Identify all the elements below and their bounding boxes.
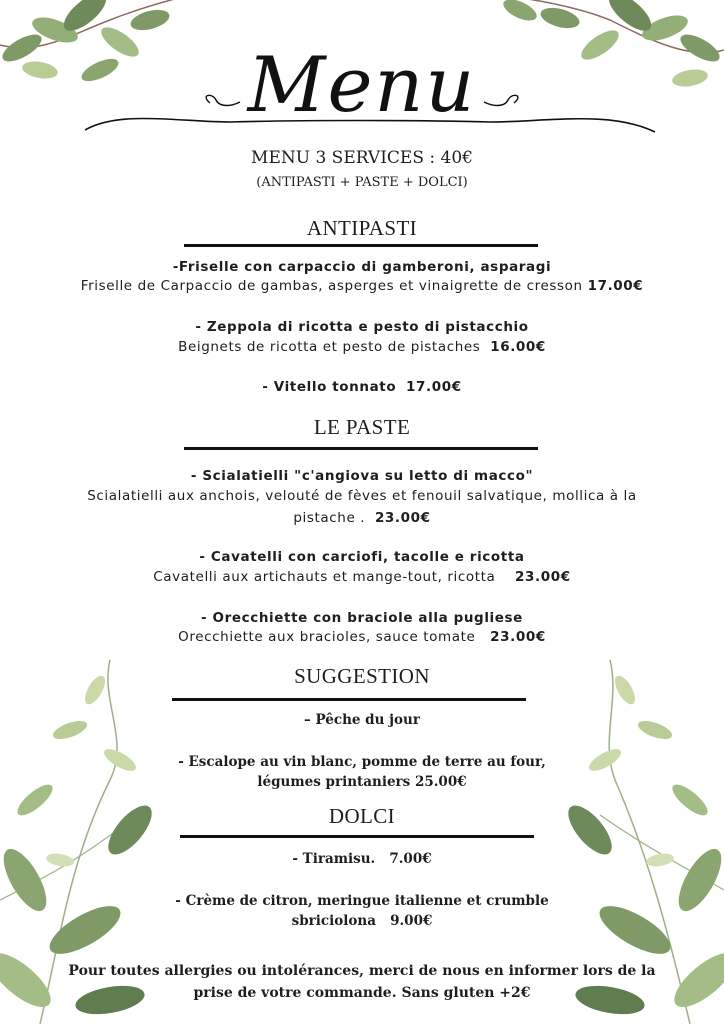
paste-item-description: pistache . 23.00€ [293, 510, 431, 526]
section-heading-dolci: DOLCI [328, 804, 396, 828]
suggestion-item: - Escalope au vin blanc, pomme de terre au four, [178, 754, 546, 770]
allergy-notice: Pour toutes allergies ou intolérances, merci de nous en informer lors de la [68, 963, 656, 979]
paste-item-name: - Orecchiette con braciole alla pugliese [201, 610, 523, 626]
dolci-item: - Crème de citron, meringue italienne et crumble [175, 893, 549, 909]
section-heading-suggestion: SUGGESTION [294, 664, 430, 688]
section-divider [180, 835, 534, 838]
antipasti-item-description: Friselle de Carpaccio de gambas, asperges et vinaigrette de cresson 17.00€ [80, 278, 644, 294]
section-divider [184, 447, 538, 450]
section-heading-paste: LE PASTE [313, 415, 411, 439]
section-divider [184, 244, 538, 247]
paste-item-name: - Scialatielli "c'angiova su letto di macco" [190, 468, 534, 484]
section-divider [172, 698, 526, 701]
antipasti-item-name: -Friselle con carpaccio di gamberoni, asparagi [172, 259, 552, 275]
dolci-item: - Tiramisu. 7.00€ [292, 851, 432, 867]
antipasti-item-name: - Vitello tonnato 17.00€ [262, 379, 462, 395]
paste-item-description: Orecchiette aux bracioles, sauce tomate 23.00€ [178, 629, 546, 645]
paste-item-description: Cavatelli aux artichauts et mange-tout, ricotta 23.00€ [153, 569, 571, 585]
set-menu-detail: (ANTIPASTI + PASTE + DOLCI) [256, 175, 468, 190]
set-menu-offer: MENU 3 SERVICES : 40€ [251, 148, 473, 168]
paste-item-name: - Cavatelli con carciofi, tacolle e ricotta [199, 549, 525, 565]
antipasti-item-description: Beignets de ricotta et pesto de pistaches 16.00€ [178, 339, 546, 355]
menu-title: Menu [247, 40, 477, 129]
antipasti-item-name: - Zeppola di ricotta e pesto di pistacchio [195, 319, 529, 335]
dolci-item: sbriciolona 9.00€ [291, 913, 433, 929]
suggestion-item: – Pêche du jour [304, 712, 420, 728]
allergy-notice: prise de votre commande. Sans gluten +2€ [193, 985, 531, 1001]
suggestion-item: légumes printaniers 25.00€ [257, 774, 467, 790]
paste-item-description: Scialatielli aux anchois, velouté de fèves et fenouil salvatique, mollica à la [87, 488, 637, 504]
section-heading-antipasti: ANTIPASTI [306, 216, 418, 240]
